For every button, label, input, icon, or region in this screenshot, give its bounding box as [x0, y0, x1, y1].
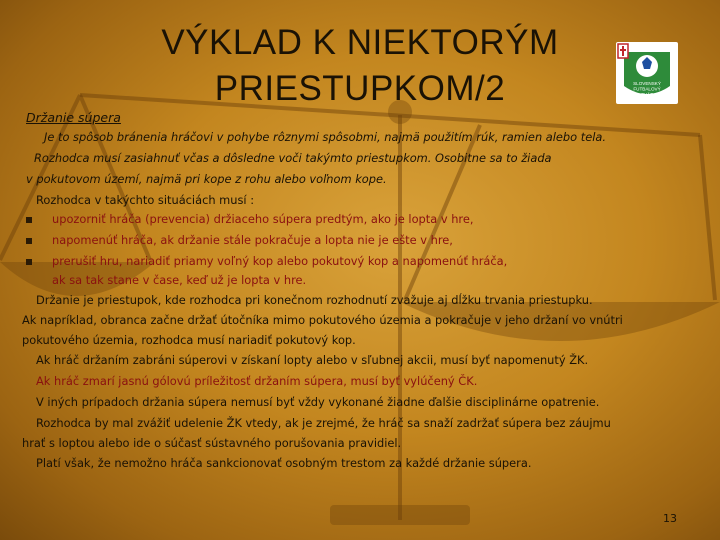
definition-line-2: Rozhodca musí zasiahnuť včas a dôsledne voči takýmto priestupkom. Osobitne sa to žiada	[34, 151, 552, 165]
bullet-item-3-continuation: ak sa tak stane v čase, keď už je lopta v hre.	[52, 273, 307, 287]
offence-line-3: pokutového územia, rozhodca musí nariadiť pokutový kop.	[22, 333, 356, 347]
other-cases-line-3: hrať s loptou alebo ide o súčasť sústavného porušovania pravidiel.	[22, 436, 402, 450]
bullet-marker	[26, 217, 32, 223]
sending-off-line: Ak hráč zmarí jasnú gólovú príležitosť držaním súpera, musí byť vylúčený ČK.	[36, 374, 478, 388]
section-heading: Držanie súpera	[26, 110, 121, 125]
offence-line-2: Ak napríklad, obranca začne držať útočníka mimo pokutového územia a pokračuje v jeho držaní vo vnútri	[22, 313, 623, 327]
bullet-marker	[26, 259, 32, 265]
logo-text-line-1: SLOVENSKÝ	[633, 81, 661, 86]
definition-line-1: Je to spôsob bránenia hráčovi v pohybe rôznymi spôsobmi, najmä použitím rúk, ramien alebo tela.	[44, 130, 606, 144]
logo-text-line-3: ZVÄZ	[641, 92, 653, 97]
other-cases-line-4: Platí však, že nemožno hráča sankcionovať osobným trestom za každé držanie súpera.	[36, 456, 532, 470]
page-number: 13	[663, 512, 677, 525]
slovak-football-association-logo	[616, 42, 678, 104]
bullet-item-2: napomenúť hráča, ak držanie stále pokračuje a lopta nie je ešte v hre,	[52, 233, 453, 247]
other-cases-line-2: Rozhodca by mal zvážiť udelenie ŽK vtedy, ak je zrejmé, že hráč sa snaží zadržať súpera bez záujmu	[36, 416, 611, 430]
bullet-item-3: prerušiť hru, nariadiť priamy voľný kop alebo pokutový kop a napomenúť hráča,	[52, 254, 508, 268]
situations-intro: Rozhodca v takýchto situáciách musí :	[36, 193, 255, 207]
caution-line: Ak hráč držaním zabráni súperovi v získaní lopty alebo v sľubnej akcii, musí byť napomenutý ŽK.	[36, 353, 589, 367]
bullet-marker	[26, 238, 32, 244]
other-cases-line-1: V iných prípadoch držania súpera nemusí byť vždy vykonané žiadne ďalšie disciplinárne opatrenie.	[36, 395, 600, 409]
logo-text-line-2: FUTBALOVÝ	[633, 86, 661, 92]
definition-line-3: v pokutovom území, najmä pri kope z rohu alebo voľnom kope.	[26, 172, 387, 186]
offence-line-1: Držanie je priestupok, kde rozhodca pri konečnom rozhodnutí zvažuje aj dĺžku trvania priestupku.	[36, 293, 593, 307]
slide-title: VÝKLAD K NIEKTORÝM PRIESTUPKOM/2	[161, 23, 559, 108]
bullet-item-1: upozorniť hráča (prevencia) držiaceho súpera predtým, ako je lopta v hre,	[52, 212, 474, 226]
